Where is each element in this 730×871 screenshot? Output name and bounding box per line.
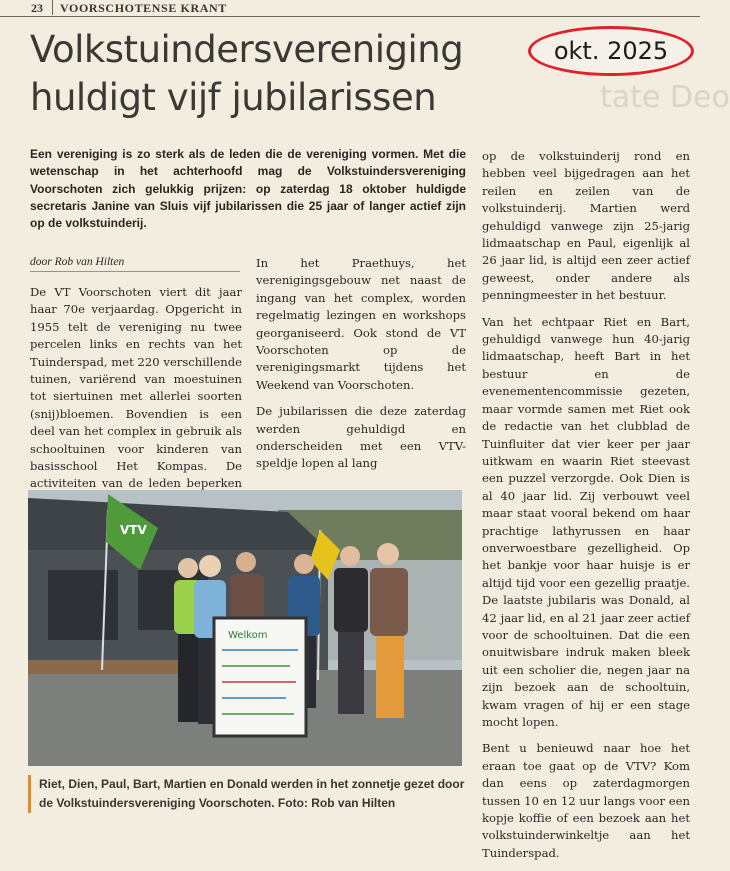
article-column-3: [482, 148, 690, 871]
article-column-2: [256, 255, 466, 482]
photo-caption: Riet, Dien, Paul, Bart, Martien en Donald werden in het zonnetje gezet door de Volkstuindersvereniging Voorschoten. Foto: Rob van Hilten: [28, 775, 479, 813]
article-byline: door Rob van Hilten: [30, 256, 240, 272]
board-label: Welkom: [228, 630, 268, 641]
photo-illustration: [28, 490, 462, 766]
newspaper-name: VOORSCHOTENSE KRANT: [60, 1, 227, 15]
article-headline: Volkstuindersvereniging huldigt vijf jubilarissen: [30, 28, 464, 119]
article-intro: Een vereniging is zo sterk als de leden die de vereniging vormen. Met die wetenschap in het achterhoofd mag de Volkstuindersvereniging Voorschoten zich gelukkig prijzen: op zaterdag 18 oktober huldigde secretaris Janine van Sluis vijf jubilarissen die 25 jaar of langer actief zijn op de volkstuinderij.: [30, 147, 466, 231]
page-header: [0, 0, 700, 17]
date-stamp-circled: okt. 2025: [528, 26, 694, 76]
paragraph: De VT Voorschoten viert dit jaar haar 70e verjaardag. Opgericht in 1955 telt de vereniging nu twee percelen links en rechts van het Tuinderspad, met 220 verschillende tuinen, variërend van moestuinen tot siertuinen met allerlei soorten (snij)bloemen. Bovendien is een deel van het complex in gebruik als schooltuinen voor kinderen van basisschool Het Kompas. De activiteiten van de leden beperken: [30, 285, 242, 491]
paragraph: Bent u benieuwd naar hoe het eraan toe gaat op de VTV? Kom dan eens op zaterdagmorgen tussen 10 en 12 uur langs voor een kopje koffie of een bezoek aan het volkstuinderwinkeltje aan het Tuinderspad.: [482, 741, 690, 860]
page-number: 23: [31, 1, 43, 15]
paragraph: Van het echtpaar Riet en Bart, gehuldigd vanwege hun 40-jarig lidmaatschap, heeft Bart in het bestuur en de evenementencommissie gezeten, maar vormde samen met Riet ook de redactie van het clubblad de Tuinfluiter dat vier keer per jaar uitkwam en waarin Riet steevast een puzzel verzorgde. Ook Dien is al 40 jaar lid. Zij verbouwt veel maar staat vooral bekend om haar prachtige lathyrussen en haar onverwoestbare gezelligheid. Op het bankje voor haar huisje is er altijd tijd voor een gezellig praatje. De laatste jubilaris was Donald, al 42 jaar lid, en al 21 jaar zeer actief voor de schooltuinen. Dat die een onuitwisbare indruk maken bleek uit een scholier die, negen jaar na zijn bezoek aan de schooltuin, kwam vragen of hij er een stage mocht lopen.: [482, 314, 690, 729]
adjacent-page-text: tate Deo: [600, 80, 730, 115]
paragraph: De jubilarissen die deze zaterdag werden gehuldigd en onderscheiden met een VTV-speldje lopen al lang: [256, 404, 466, 471]
paragraph: In het Praethuys, het verenigingsgebouw net naast de ingang van het complex, worden regelmatig lezingen en workshops georganiseerd. Ook stond de VT Voorschoten op de verenigingsmarkt tijdens het Weekend van Voorschoten.: [256, 256, 466, 392]
header-divider: [52, 0, 53, 15]
flag-label: VTV: [120, 523, 147, 537]
person-martien: [334, 546, 368, 714]
group-photo: [28, 490, 462, 766]
paragraph: op de volkstuinderij rond en hebben veel bijgedragen aan het reilen en zeilen van de volkstuinderij. Martien werd gehuldigd vanwege zijn 25-jarig lidmaatschap en Paul, eigenlijk al 26 jaar lid, is altijd een zeer actief geweest, onder andere als penningmeester in het bestuur.: [482, 149, 690, 303]
